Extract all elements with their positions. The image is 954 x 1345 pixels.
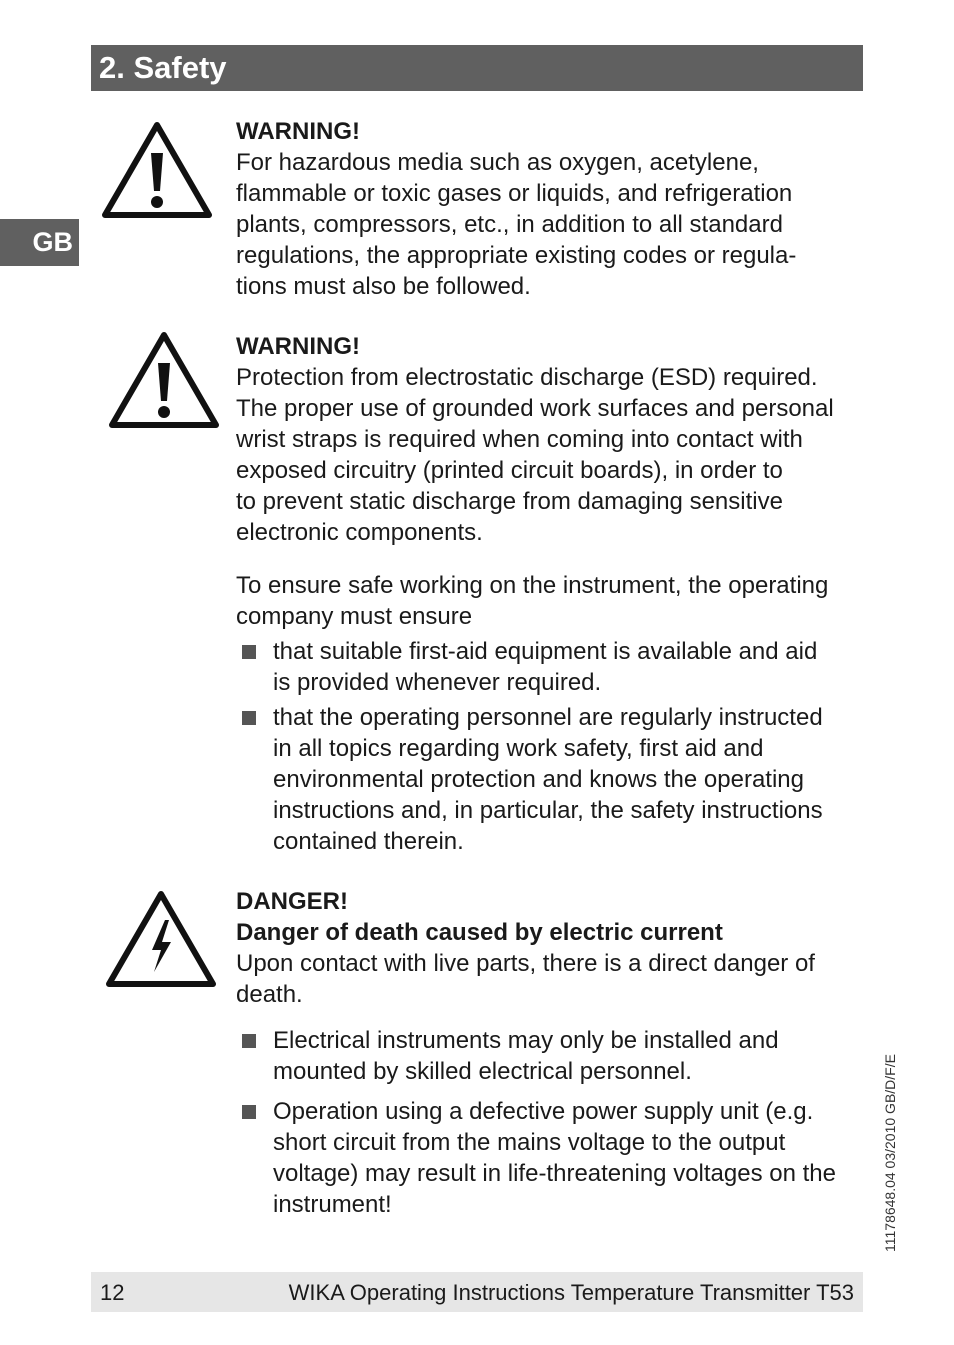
page-number: 12 (100, 1280, 125, 1305)
bullet-square-icon (242, 645, 256, 659)
warning-1-line: tions must also be followed. (236, 273, 531, 300)
warning-2-line: to prevent static discharge from damaging sensitive (236, 488, 783, 515)
bullet-square-icon (242, 711, 256, 725)
bullet-line: environmental protection and knows the operating (273, 766, 804, 793)
danger-line: death. (236, 981, 303, 1008)
danger-subheading: Danger of death caused by electric current (236, 919, 723, 946)
footer-title: WIKA Operating Instructions Temperature Transmitter T53 (288, 1280, 854, 1305)
warning-2-text (236, 331, 863, 548)
section-header (91, 45, 863, 91)
electric-hazard-icon (105, 890, 217, 988)
intro-line: To ensure safe working on the instrument, the operating (236, 572, 829, 599)
language-tab (0, 219, 79, 266)
bullet-square-icon (242, 1034, 256, 1048)
document-code: 11178648.04 03/2010 GB/D/F/E (882, 1054, 898, 1252)
bullet-line: Operation using a defective power supply unit (e.g. (273, 1098, 814, 1125)
bullet-line: that the operating personnel are regularly instructed (273, 704, 823, 731)
bullet-square-icon (242, 1105, 256, 1119)
bullet-line: Electrical instruments may only be installed and (273, 1027, 779, 1054)
warning-2-line: Protection from electrostatic discharge (ESD) required. (236, 364, 818, 391)
danger-text (236, 886, 863, 1010)
bullet-line: instrument! (273, 1191, 392, 1218)
bullet-line: short circuit from the mains voltage to the output (273, 1129, 786, 1156)
language-tab-label: GB (32, 227, 73, 257)
warning-2-line: The proper use of grounded work surfaces and personal (236, 395, 834, 422)
page-footer (91, 1272, 863, 1312)
intro-paragraph (236, 570, 863, 632)
warning-triangle-icon (108, 331, 220, 429)
warning-2-line: electronic components. (236, 519, 483, 546)
page-title: 2. Safety (99, 50, 227, 85)
intro-line: company must ensure (236, 603, 473, 630)
bullet-line: contained therein. (273, 828, 464, 855)
danger-heading: DANGER! (236, 888, 348, 915)
bullet-line: in all topics regarding work safety, first aid and (273, 735, 764, 762)
bullet-line: mounted by skilled electrical personnel. (273, 1058, 692, 1085)
warning-triangle-icon (101, 121, 213, 219)
warning-2-line: exposed circuitry (printed circuit boards), in order to (236, 457, 783, 484)
warning-1-line: plants, compressors, etc., in addition to all standard (236, 211, 783, 238)
warning-2-heading: WARNING! (236, 333, 360, 360)
warning-1-heading: WARNING! (236, 118, 360, 145)
bullet-line: voltage) may result in life-threatening voltages on the (273, 1160, 836, 1187)
warning-1-line: For hazardous media such as oxygen, acetylene, (236, 149, 759, 176)
warning-1-text (236, 116, 863, 302)
warning-1-line: regulations, the appropriate existing codes or regula- (236, 242, 797, 269)
bullet-line: instructions and, in particular, the safety instructions (273, 797, 823, 824)
warning-1-line: flammable or toxic gases or liquids, and refrigeration (236, 180, 793, 207)
bullet-line: is provided whenever required. (273, 669, 602, 696)
danger-line: Upon contact with live parts, there is a direct danger of (236, 950, 815, 977)
warning-2-line: wrist straps is required when coming into contact with (236, 426, 803, 453)
bullet-line: that suitable first-aid equipment is available and aid (273, 638, 818, 665)
